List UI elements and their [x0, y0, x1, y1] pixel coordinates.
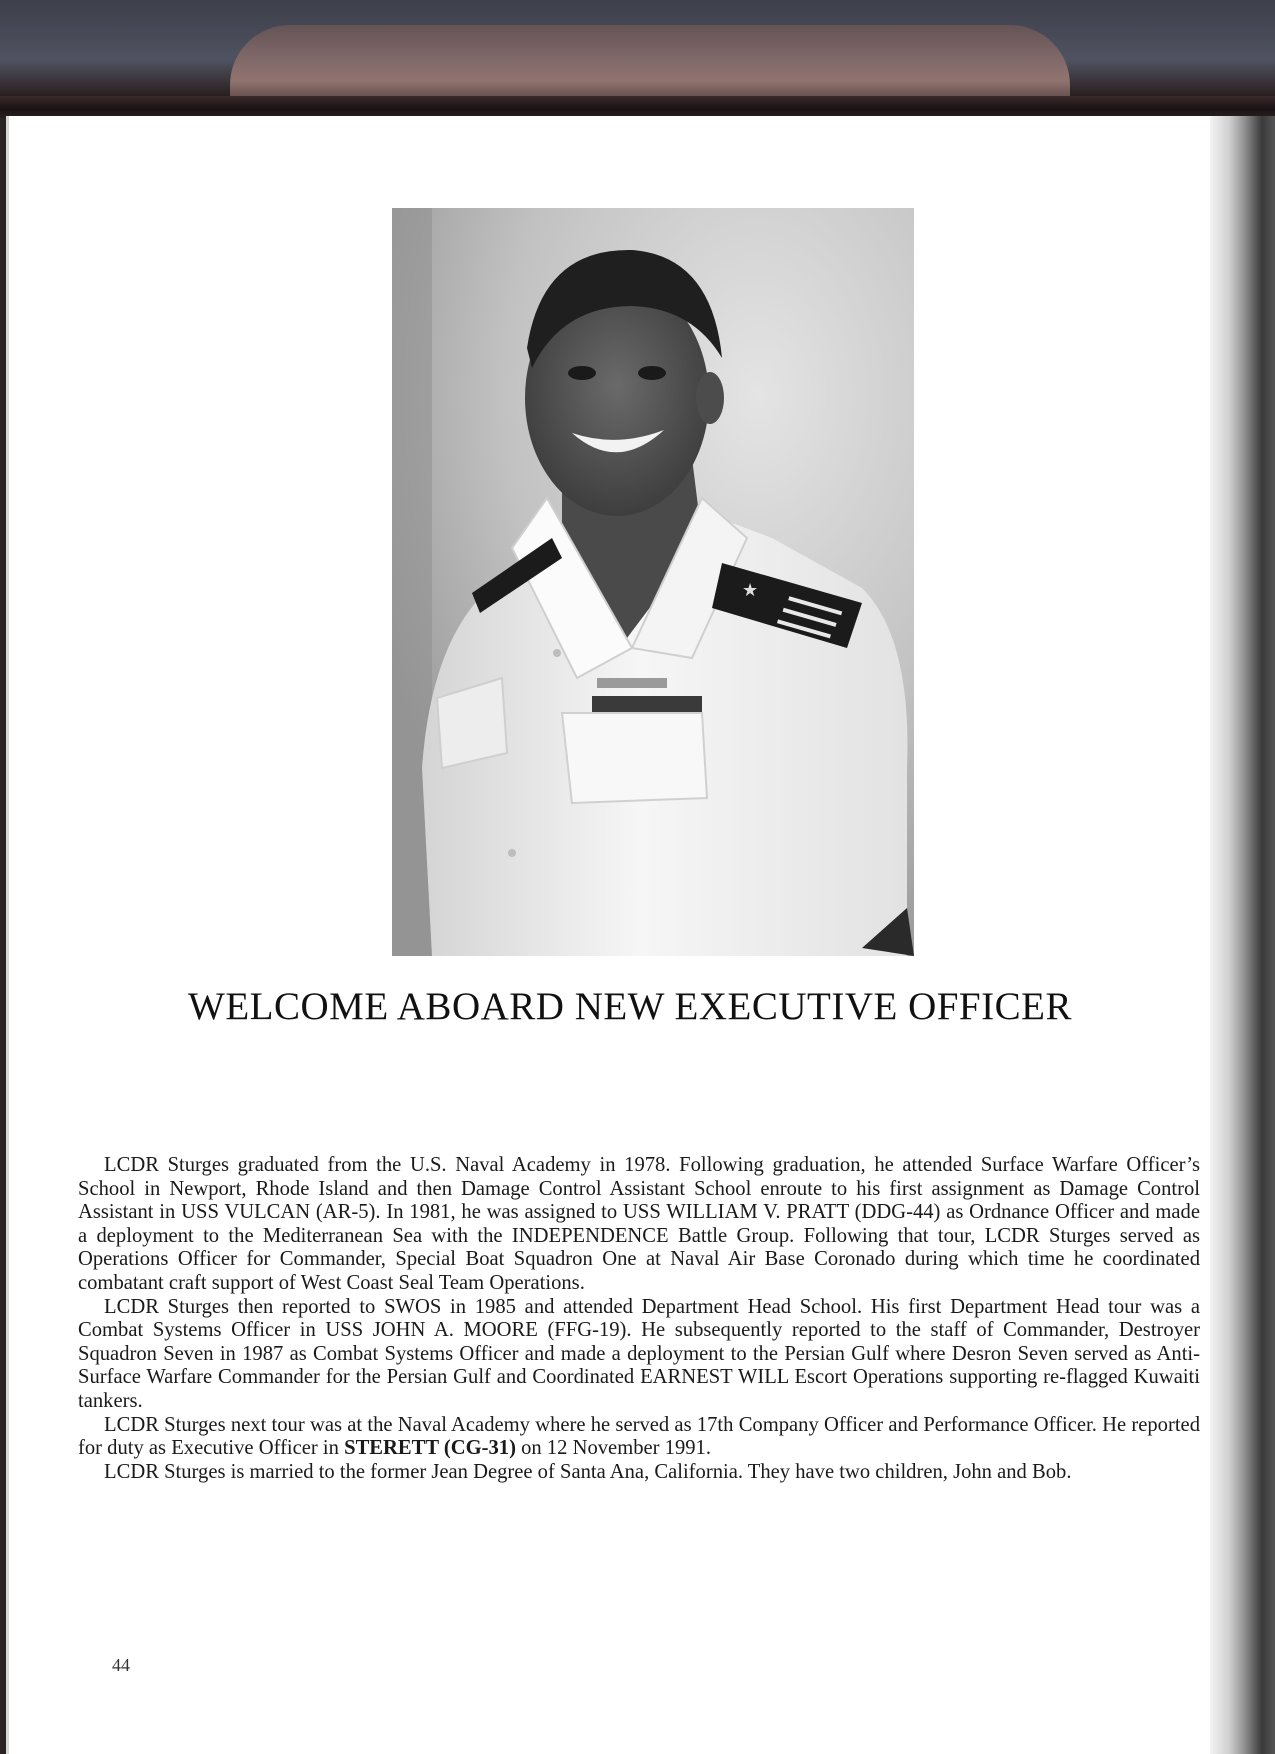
- article-paragraph: LCDR Sturges then reported to SWOS in 1985 and attended Department Head School. His first Department Head tour was a Combat Systems Officer in USS JOHN A. MOORE (FFG-19). He subsequently reported to the staff of Commander, Destroyer Squadron Seven in 1987 as Combat Systems Officer and made a deployment to the Persian Gulf where Desron Seven served as Anti-Surface Warfare Commander for the Persian Gulf and Coordinated EARNEST WILL Escort Operations supporting re-flagged Kuwaiti tankers.: [78, 1295, 1200, 1412]
- page-number: 44: [112, 1655, 130, 1675]
- article-paragraph: LCDR Sturges graduated from the U.S. Naval Academy in 1978. Following graduation, he attended Surface Warfare Officer’s School in Newport, Rhode Island and then Damage Control Assistant School enroute to his first assignment as Damage Control Assistant in USS VULCAN (AR-5). In 1981, he was assigned to USS WILLIAM V. PRATT (DDG-44) as Ordnance Officer and made a deployment to the Mediterranean Sea with the INDEPENDENCE Battle Group. Following that tour, LCDR Sturges served as Operations Officer for Commander, Special Boat Squadron One at Naval Air Base Coronado during which time he coordinated combatant craft support of West Coast Seal Team Operations.: [78, 1154, 1200, 1294]
- officer-portrait-photo: [392, 208, 914, 956]
- article-paragraph: LCDR Sturges is married to the former Jean Degree of Santa Ana, California. They have two children, John and Bob.: [104, 1460, 1072, 1483]
- paragraph-text-before: LCDR Sturges next tour was at the Naval Academy where he served as 17th Company Officer and Performance Officer. He reported for duty as Executive Officer in: [78, 1413, 1200, 1460]
- article-body: [78, 1154, 1200, 1484]
- page-gutter-shadow: [1210, 116, 1275, 1754]
- paragraph-text-after: on 12 November 1991.: [515, 1437, 711, 1460]
- article-title: WELCOME ABOARD NEW EXECUTIVE OFFICER: [188, 985, 1072, 1028]
- article-paragraph: [78, 1414, 1200, 1461]
- ship-name-bold: STERETT (CG-31): [344, 1437, 516, 1460]
- portrait-icon: [392, 208, 914, 956]
- book-cover-edge: [0, 96, 1275, 118]
- thumb-holding-book: [230, 25, 1070, 105]
- svg-text:★: ★: [742, 580, 759, 601]
